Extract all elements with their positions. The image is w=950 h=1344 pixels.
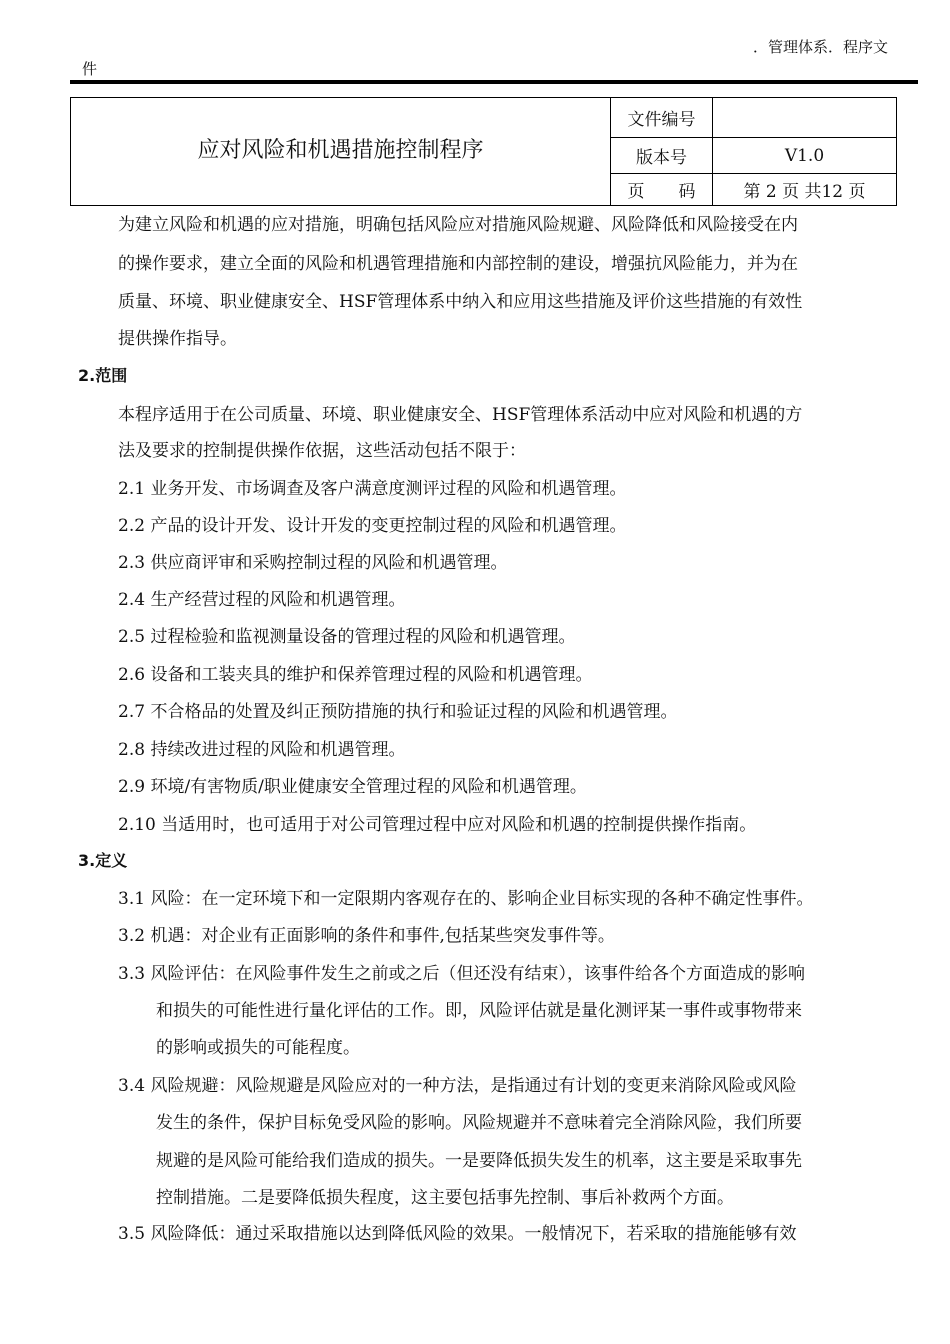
definition-line: 3.3 风险评估：在风险事件发生之前或之后（但还没有结束），该事件给各个方面造成的影响: [118, 964, 805, 984]
version-value: V1.0: [713, 138, 897, 174]
definition-line: 3.2 机遇：对企业有正面影响的条件和事件,包括某些突发事件等。: [118, 926, 615, 946]
section-heading-definitions: 3.定义: [78, 851, 128, 870]
scope-item: 2.10 当适用时，也可适用于对公司管理过程中应对风险和机遇的控制提供操作指南。: [118, 815, 757, 835]
scope-item: 2.2 产品的设计开发、设计开发的变更控制过程的风险和机遇管理。: [118, 516, 627, 536]
document-title-block: [70, 97, 897, 206]
header-doc-category: ．管理体系．程序文: [752, 38, 888, 56]
definition-line: 规避的是风险可能给我们造成的损失。一是要降低损失发生的机率，这主要是采取事先: [156, 1151, 802, 1171]
intro-line: 提供操作指导。: [118, 329, 237, 349]
intro-line: 为建立风险和机遇的应对措施，明确包括风险应对措施风险规避、风险降低和风险接受在内: [118, 215, 798, 235]
document-title: 应对风险和机遇措施控制程序: [71, 98, 611, 206]
doc-number-value: [713, 98, 897, 138]
intro-line: 质量、环境、职业健康安全、HSF管理体系中纳入和应用这些措施及评价这些措施的有效性: [118, 292, 803, 312]
intro-line: 的操作要求，建立全面的风险和机遇管理措施和内部控制的建设，增强抗风险能力，并为在: [118, 254, 798, 274]
definition-line: 3.4 风险规避：风险规避是风险应对的一种方法，是指通过有计划的变更来消除风险或风险: [118, 1076, 797, 1096]
section-heading-scope: 2.范围: [78, 366, 128, 385]
scope-item: 2.6 设备和工装夹具的维护和保养管理过程的风险和机遇管理。: [118, 665, 593, 685]
scope-item: 2.3 供应商评审和采购控制过程的风险和机遇管理。: [118, 553, 508, 573]
scope-item: 2.5 过程检验和监视测量设备的管理过程的风险和机遇管理。: [118, 627, 576, 647]
version-label: 版本号: [611, 138, 713, 174]
definition-line: 和损失的可能性进行量化评估的工作。即，风险评估就是量化测评某一事件或事物带来: [156, 1001, 802, 1021]
scope-intro-line: 法及要求的控制提供操作依据，这些活动包括不限于：: [118, 441, 526, 461]
definition-line: 发生的条件，保护目标免受风险的影响。风险规避并不意味着完全消除风险，我们所要: [156, 1113, 802, 1133]
definition-line: 的影响或损失的可能程度。: [156, 1038, 360, 1058]
scope-item: 2.4 生产经营过程的风险和机遇管理。: [118, 590, 406, 610]
scope-item: 2.7 不合格品的处置及纠正预防措施的执行和验证过程的风险和机遇管理。: [118, 702, 678, 722]
page-number-value: 第 2 页 共12 页: [713, 174, 897, 206]
header-doc-category-wrap: 件: [82, 60, 98, 78]
page-number-label: 页 码: [611, 174, 713, 206]
definition-line: 3.5 风险降低：通过采取措施以达到降低风险的效果。一般情况下，若采取的措施能够有效: [118, 1224, 797, 1244]
scope-item: 2.8 持续改进过程的风险和机遇管理。: [118, 740, 406, 760]
scope-item: 2.1 业务开发、市场调查及客户满意度测评过程的风险和机遇管理。: [118, 479, 627, 499]
scope-item: 2.9 环境/有害物质/职业健康安全管理过程的风险和机遇管理。: [118, 777, 587, 797]
definition-line: 控制措施。二是要降低损失程度，这主要包括事先控制、事后补救两个方面。: [156, 1188, 734, 1208]
header-rule: [70, 80, 918, 84]
doc-number-label: 文件编号: [611, 98, 713, 138]
definition-line: 3.1 风险：在一定环境下和一定限期内客观存在的、影响企业目标实现的各种不确定性事件。: [118, 889, 814, 909]
scope-intro-line: 本程序适用于在公司质量、环境、职业健康安全、HSF管理体系活动中应对风险和机遇的方: [118, 405, 803, 425]
